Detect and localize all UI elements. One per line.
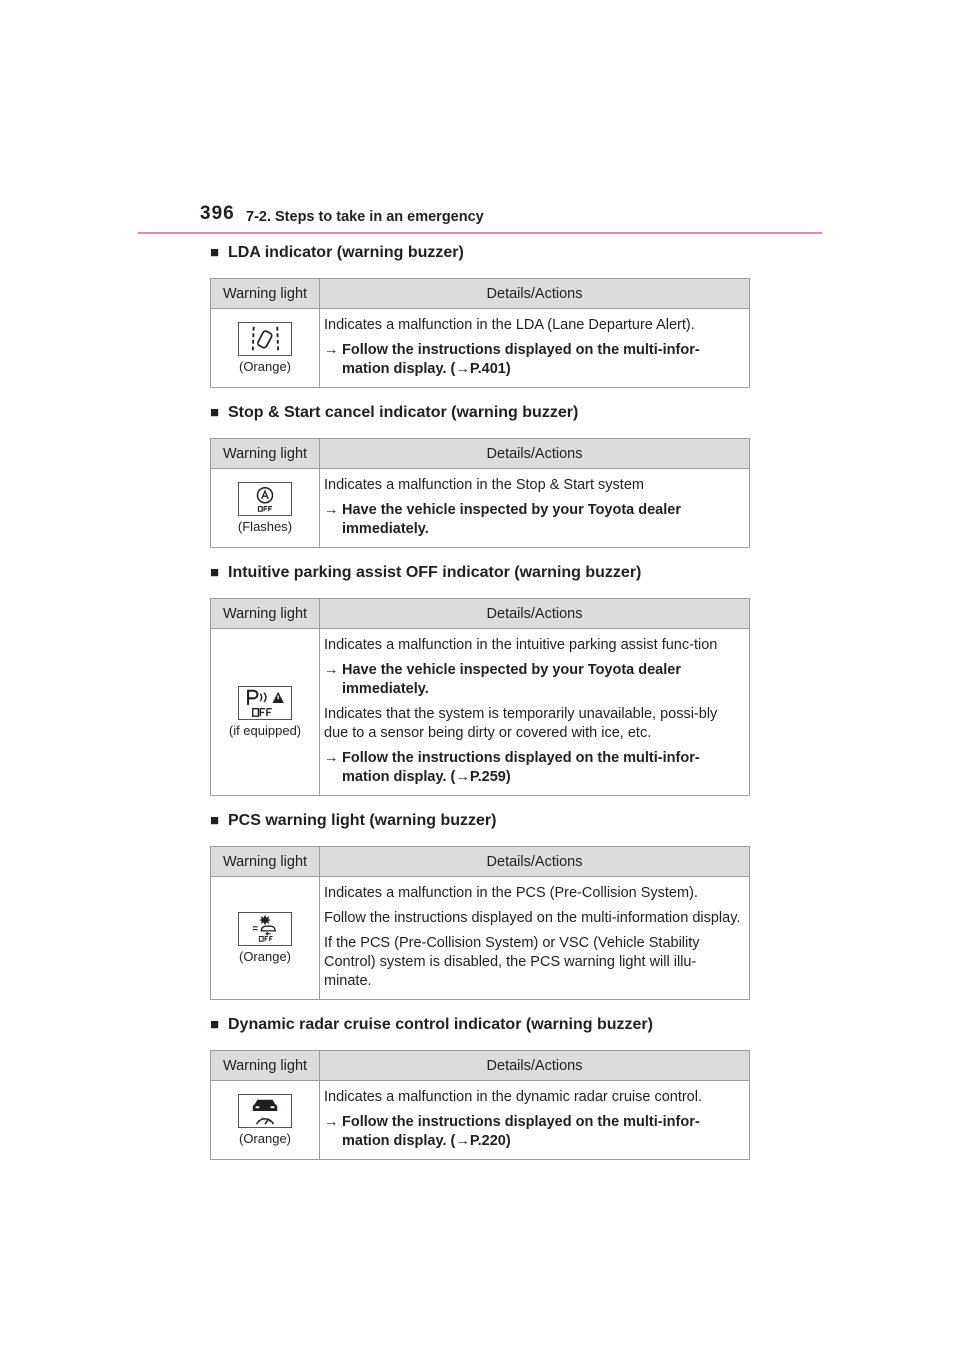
detail-text: Indicates a malfunction in the LDA (Lane Departure Alert). (324, 317, 695, 333)
pcs-off-icon (238, 912, 292, 946)
column-header-details: Details/Actions (320, 847, 750, 877)
section-radar-cruise-indicator (210, 1015, 750, 1160)
light-caption: (Orange) (238, 359, 292, 374)
section-heading: ■ Dynamic radar cruise control indicator (warning buzzer) (210, 1016, 653, 1033)
details-cell (320, 1081, 750, 1160)
light-caption: (Orange) (238, 1131, 292, 1146)
header-rule (138, 232, 822, 234)
detail-text: If the PCS (Pre-Collision System) or VSC (Vehicle Stability Control) system is disabled, the PCS warning light will illu-minate. (324, 935, 700, 989)
details-cell (320, 629, 750, 796)
section-stop-start-indicator (210, 403, 750, 548)
warning-light-cell (211, 309, 320, 388)
action-instruction: → Have the vehicle inspected by your Toyota dealer immediately. (324, 502, 681, 537)
arrow-icon: → (324, 662, 339, 678)
column-header-details: Details/Actions (320, 599, 750, 629)
action-instruction: → Follow the instructions displayed on the multi-infor-mation display. (→P.401) (324, 342, 700, 377)
details-cell (320, 877, 750, 1000)
square-bullet-icon: ■ (210, 1016, 220, 1033)
section-pcs-warning-light (210, 811, 750, 1000)
section-heading: ■ Intuitive parking assist OFF indicator (warning buzzer) (210, 564, 642, 581)
action-instruction: → Follow the instructions displayed on the multi-infor-mation display. (→P.259) (324, 750, 700, 785)
warning-light-table (210, 598, 750, 796)
details-cell (320, 309, 750, 388)
column-header-details: Details/Actions (320, 439, 750, 469)
warning-light-table (210, 1050, 750, 1160)
column-header-warning-light: Warning light (211, 279, 320, 309)
column-header-details: Details/Actions (320, 279, 750, 309)
square-bullet-icon: ■ (210, 564, 220, 581)
square-bullet-icon: ■ (210, 812, 220, 829)
arrow-icon: → (324, 342, 339, 358)
warning-light-table (210, 438, 750, 548)
page-number: 396 (200, 203, 235, 224)
section-lda-indicator (210, 243, 750, 388)
detail-text: Indicates a malfunction in the Stop & Start system (324, 477, 644, 493)
detail-text: Indicates a malfunction in the PCS (Pre-Collision System). (324, 885, 698, 901)
section-heading: ■ PCS warning light (warning buzzer) (210, 812, 497, 829)
light-caption: (if equipped) (228, 723, 302, 738)
light-caption: (Flashes) (237, 519, 293, 534)
warning-light-cell (211, 629, 320, 796)
column-header-warning-light: Warning light (211, 847, 320, 877)
arrow-icon: → (324, 502, 339, 518)
column-header-details: Details/Actions (320, 1051, 750, 1081)
arrow-icon: → (324, 750, 339, 766)
warning-light-cell (211, 877, 320, 1000)
detail-text: Follow the instructions displayed on the multi-information display. (324, 910, 741, 926)
detail-text: Indicates a malfunction in the intuitive parking assist func-tion (324, 637, 718, 653)
warning-light-cell (211, 469, 320, 548)
light-caption: (Orange) (238, 949, 292, 964)
parking-assist-off-icon (238, 686, 292, 720)
warning-light-cell (211, 1081, 320, 1160)
section-heading: ■ LDA indicator (warning buzzer) (210, 244, 464, 261)
detail-text: Indicates a malfunction in the dynamic radar cruise control. (324, 1089, 702, 1105)
section-parking-assist-indicator (210, 563, 750, 796)
action-instruction: → Have the vehicle inspected by your Toyota dealer immediately. (324, 662, 681, 697)
column-header-warning-light: Warning light (211, 1051, 320, 1081)
square-bullet-icon: ■ (210, 244, 220, 261)
chapter-title: 7-2. Steps to take in an emergency (246, 209, 484, 225)
warning-light-table (210, 278, 750, 388)
details-cell (320, 469, 750, 548)
stop-start-off-icon (238, 482, 292, 516)
main-content (210, 243, 750, 1175)
detail-text: Indicates that the system is temporarily unavailable, possi-bly due to a sensor being dirty or covered with ice, etc. (324, 706, 718, 741)
action-instruction: → Follow the instructions displayed on the multi-infor-mation display. (→P.220) (324, 1114, 700, 1149)
section-heading: ■ Stop & Start cancel indicator (warning buzzer) (210, 404, 579, 421)
lane-departure-icon (238, 322, 292, 356)
radar-cruise-icon (238, 1094, 292, 1128)
warning-light-table (210, 846, 750, 1000)
square-bullet-icon: ■ (210, 404, 220, 421)
column-header-warning-light: Warning light (211, 439, 320, 469)
arrow-icon: → (324, 1114, 339, 1130)
column-header-warning-light: Warning light (211, 599, 320, 629)
